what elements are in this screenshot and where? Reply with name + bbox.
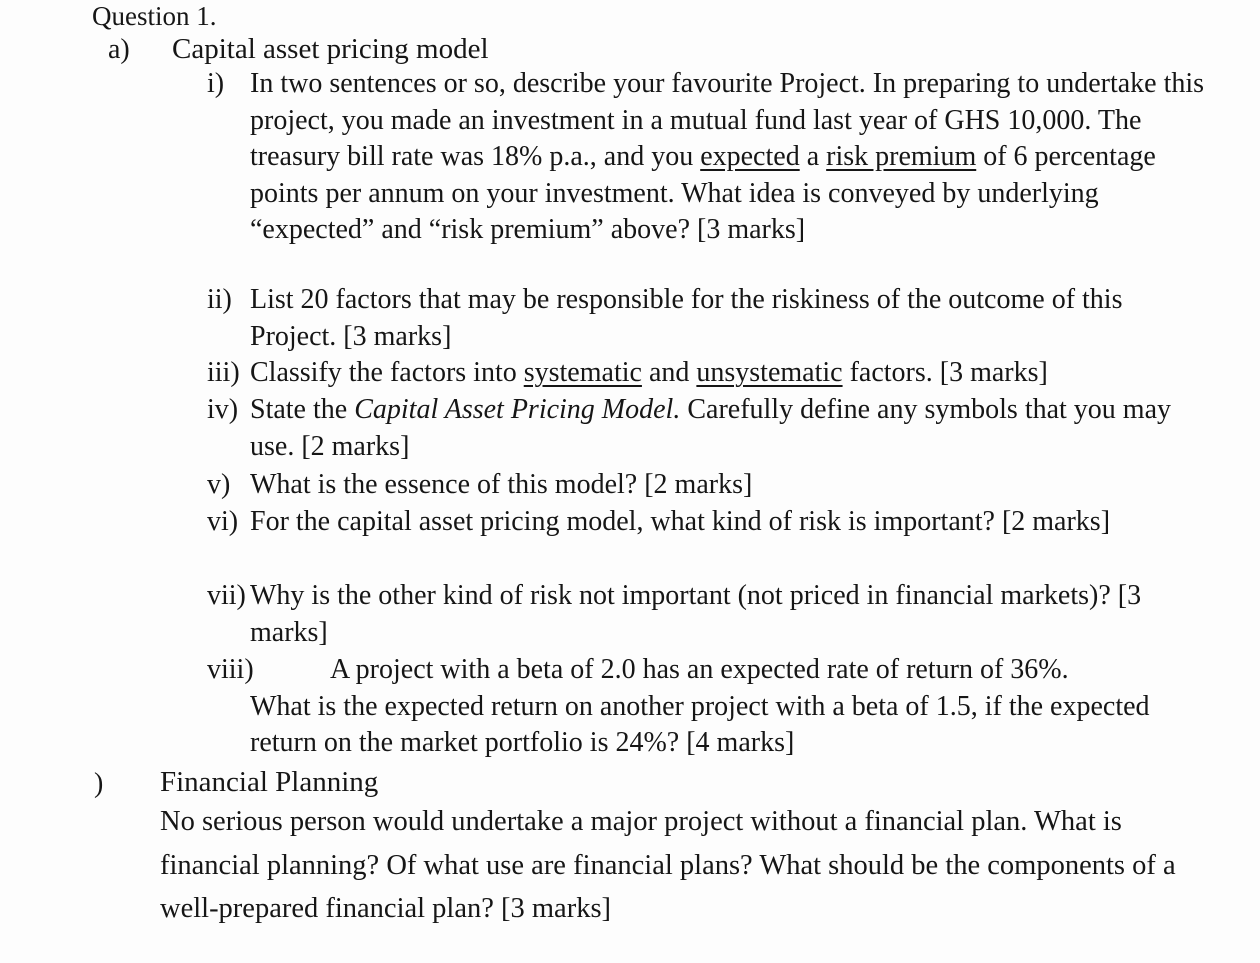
item-number: vi): [207, 506, 239, 537]
item-number: v): [207, 469, 231, 500]
item-text: What is the essence of this model? [2 marks]: [250, 469, 753, 500]
italic-model-name: Capital Asset Pricing Model.: [354, 394, 681, 425]
item-text: State the Capital Asset Pricing Model. Carefully define any symbols that you may use. [2 marks]: [250, 394, 1172, 462]
part-a-label: a): [108, 34, 130, 65]
item-text: Classify the factors into systematic and unsystematic factors. [3 marks]: [250, 357, 1048, 388]
part-b-label: ): [94, 768, 104, 799]
item-number: iv): [207, 394, 239, 425]
item-text: List 20 factors that may be responsible for the riskiness of the outcome of this Project. [3 marks]: [250, 284, 1123, 352]
part-b-heading: Financial Planning: [160, 766, 379, 798]
question-item-ii: [207, 282, 1207, 355]
question-item-vii: [207, 578, 1207, 651]
item-text: In two sentences or so, describe your favourite Project. In preparing to undertake this project, you made an investment in a mutual fund last year of GHS 10,000. The treasury bill rate was 18% p.a., and you expected a risk premium of 6 percentage points per annum on your investment. What idea is conveyed by underlying “expected” and “risk premium” above? [3 marks]: [250, 68, 1205, 245]
question-title: Question 1.: [92, 1, 217, 31]
question-item-viii: [207, 652, 1207, 762]
underlined-term-unsystematic: unsystematic: [696, 357, 843, 388]
item-text: For the capital asset pricing model, what kind of risk is important? [2 marks]: [250, 506, 1111, 537]
underlined-term-expected: expected: [700, 141, 800, 172]
item-number: vii): [207, 580, 246, 611]
item-text: Why is the other kind of risk not important (not priced in financial markets)? [3 marks]: [250, 580, 1142, 648]
underlined-term-systematic: systematic: [523, 357, 642, 388]
item-number: iii): [207, 357, 240, 388]
item-number: ii): [207, 284, 232, 315]
underlined-term-risk-premium: risk premium: [826, 141, 977, 172]
item-number: i): [207, 68, 225, 99]
part-a-heading: Capital asset pricing model: [172, 33, 489, 65]
question-item-i: [207, 66, 1207, 249]
question-item-v: [207, 467, 1207, 504]
item-text: A project with a beta of 2.0 has an expected rate of return of 36%. What is the expected return on another project with a beta of 1.5, if the expected return on the market portfolio is 24%? [4 marks]: [250, 654, 1150, 758]
question-item-vi: [207, 504, 1207, 541]
item-number: viii): [207, 654, 254, 685]
question-item-iii: [207, 355, 1207, 392]
part-b-body: No serious person would undertake a major project without a financial plan. What is financial planning? Of what use are financial plans? What should be the components of a well-prepared financial plan? [3 marks]: [160, 806, 1176, 924]
question-item-iv: [207, 392, 1207, 465]
